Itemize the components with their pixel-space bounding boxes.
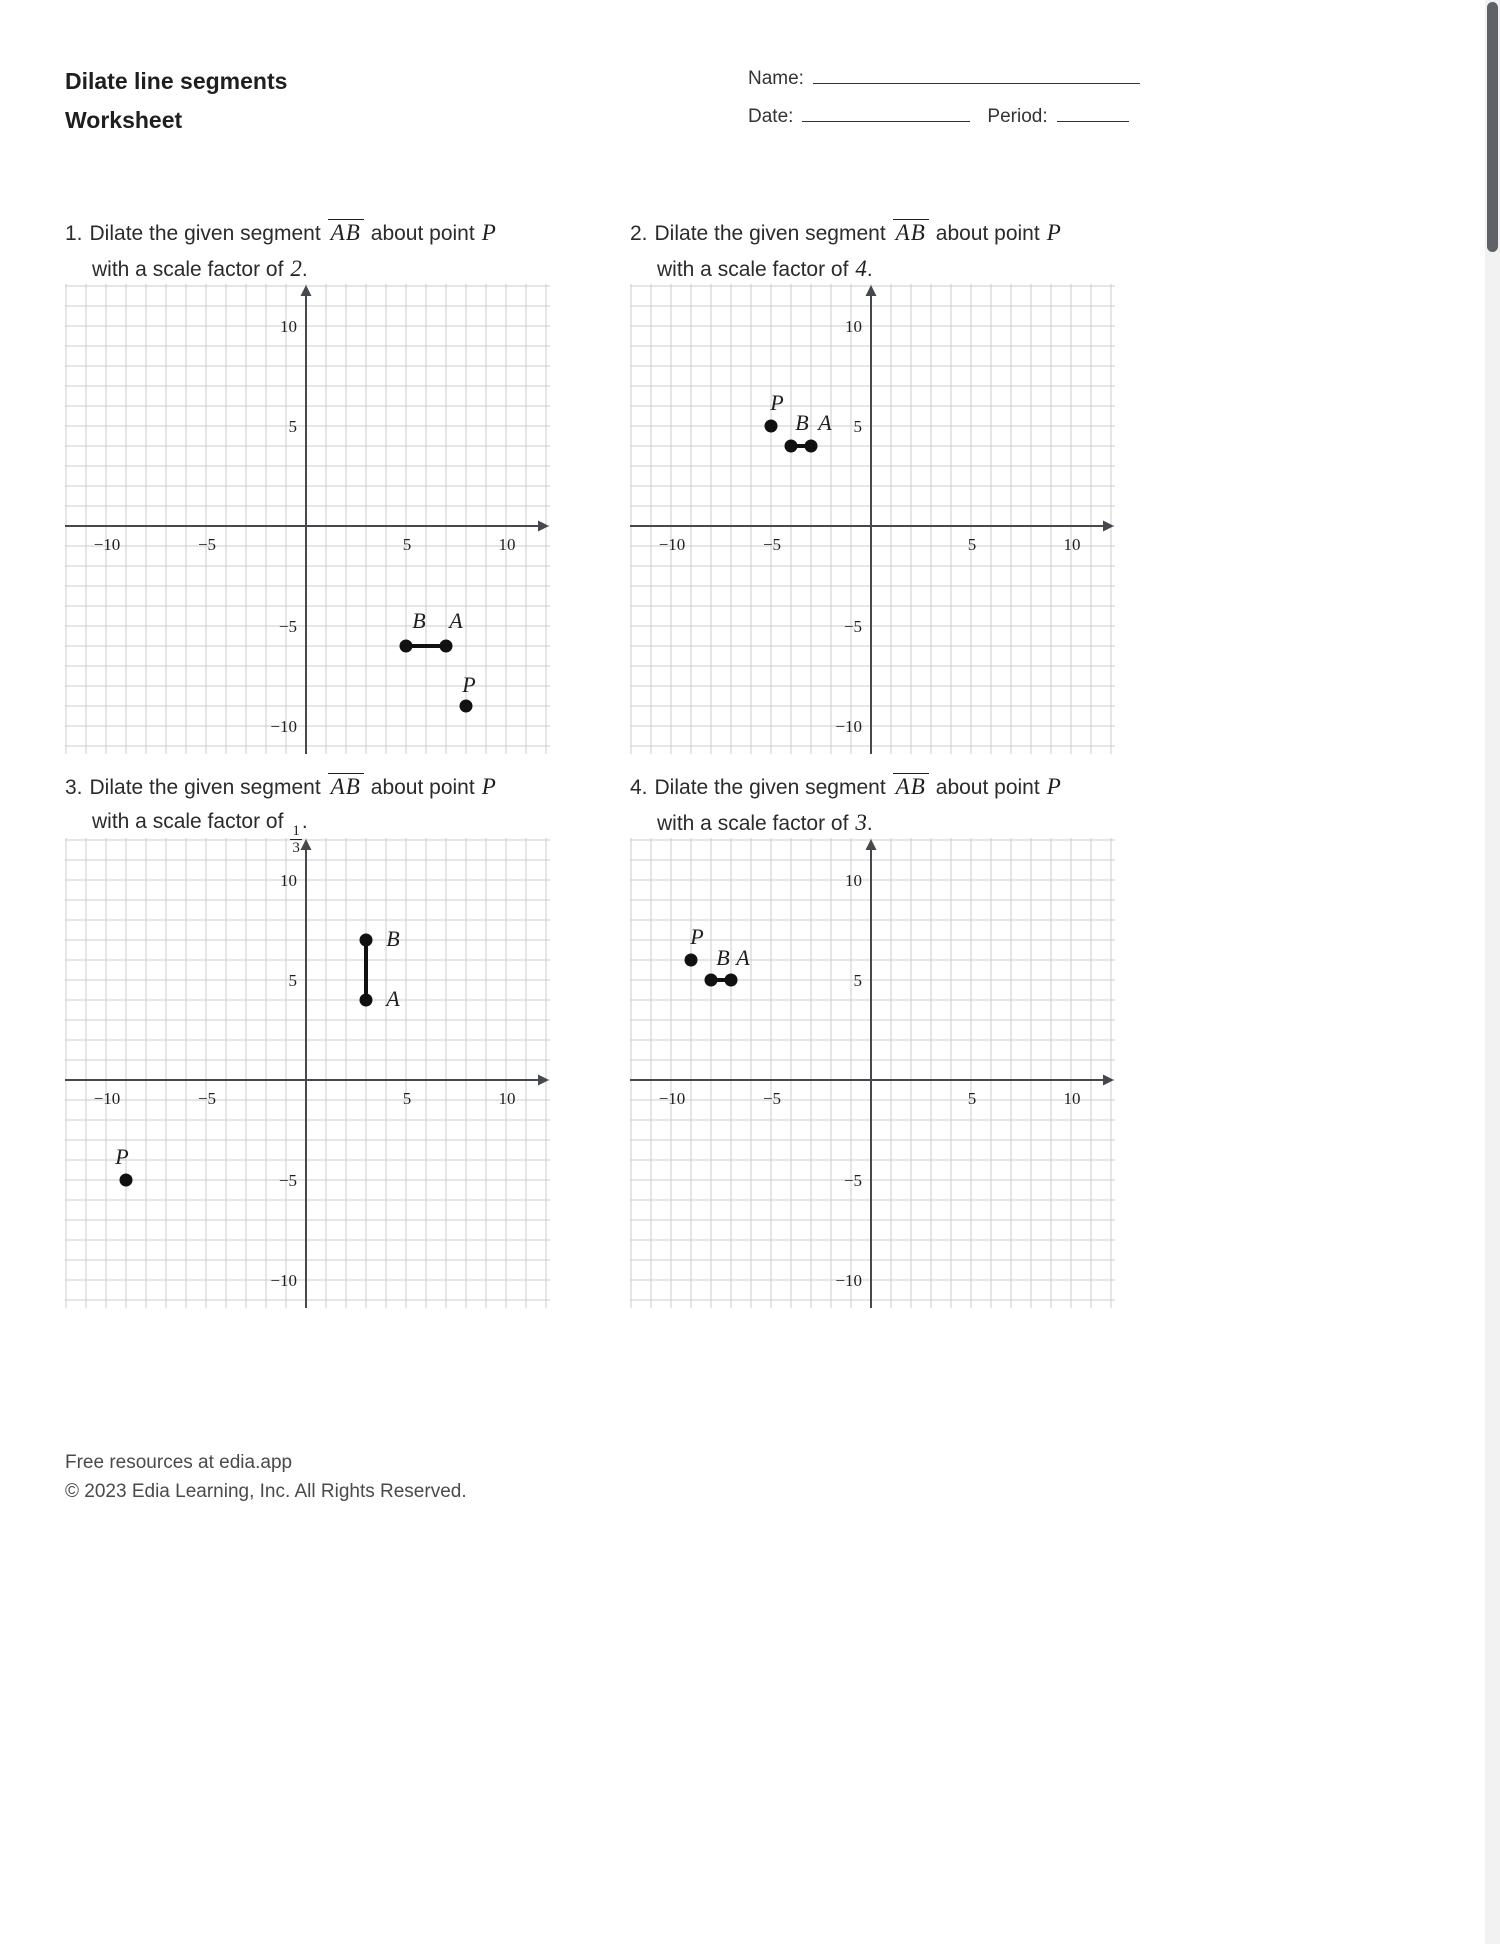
y-tick-label: 10 [845,871,862,890]
y-tick-label: −5 [843,1171,862,1190]
y-axis-arrow-icon [866,285,877,296]
x-tick-label: 10 [1063,1089,1081,1108]
y-tick-label: −5 [278,617,297,636]
coordinate-grid [65,284,550,754]
problem-2-heading [630,216,1115,281]
point-label-B: B [795,410,809,435]
problem-4 [630,770,1115,1308]
y-tick-label: −10 [270,717,297,736]
page-footer [65,1448,467,1507]
scale-value: 2 [290,255,302,281]
y-tick-label: −5 [843,617,862,636]
y-tick-label: 10 [845,317,862,336]
y-axis-arrow-icon [866,839,877,850]
problem-1-graph [65,284,550,754]
problem-text: about point [370,222,475,245]
period-mark: . [866,811,873,835]
y-tick-label: −5 [278,1171,297,1190]
fraction-numerator: 1 [292,822,300,839]
point-P [765,420,778,433]
point-symbol: P [481,774,496,799]
period-mark: . [301,257,308,281]
point-label-A: A [736,945,750,970]
worksheet-title: Dilate line segments [65,68,288,94]
point-P [120,1174,133,1187]
problem-text: about point [370,776,475,799]
problem-text: Dilate the given segment [654,776,886,799]
point-A [360,994,373,1007]
y-tick-label: −10 [835,717,862,736]
problem-1 [65,216,550,754]
point-label-P: P [462,672,476,697]
x-tick-label: 5 [402,1089,412,1108]
point-A [440,640,453,653]
period-blank-line [1057,106,1129,122]
problems-grid [65,216,1115,1308]
y-axis-arrow-icon [301,839,312,850]
student-fields [748,68,1140,144]
point-B [360,934,373,947]
name-field-row [748,68,1140,90]
problem-text: with a scale factor of [92,809,284,833]
scrollbar-track[interactable] [1485,0,1500,1944]
point-label-P: P [770,390,784,415]
y-tick-label: 5 [288,417,297,436]
footer-resources-text: Free resources at edia.app [65,1452,293,1473]
worksheet-header [65,66,1165,134]
point-symbol: P [1046,774,1061,799]
date-blank-line [802,106,970,122]
problem-text: with a scale factor of [92,257,284,281]
point-P [460,700,473,713]
point-label-B: B [386,926,400,951]
problem-number: 2. [630,222,648,245]
name-label: Name: [748,68,804,89]
x-axis-arrow-icon [1103,1075,1114,1086]
x-tick-label: −5 [197,535,217,554]
problem-3 [65,770,550,1308]
y-tick-label: 5 [853,417,862,436]
period-mark: . [866,257,873,281]
x-tick-label: −5 [762,1089,782,1108]
point-label-P: P [690,924,704,949]
point-label-A: A [818,410,832,435]
y-tick-label: −10 [835,1271,862,1290]
scale-fraction [290,823,302,858]
problem-4-graph [630,838,1115,1308]
period-mark: . [301,809,308,833]
worksheet-subtitle: Worksheet [65,107,183,134]
problem-text: about point [935,222,1040,245]
segment-symbol: AB [893,219,929,246]
point-B [400,640,413,653]
date-label: Date: [748,106,794,127]
problem-1-heading [65,216,550,281]
problem-text: Dilate the given segment [89,776,321,799]
footer-copyright-text: © 2023 Edia Learning, Inc. All Rights Reserved. [65,1481,467,1503]
point-A [805,440,818,453]
x-tick-label: −5 [762,535,782,554]
date-period-field-row [748,106,1140,128]
y-tick-label: 5 [288,971,297,990]
problem-text: Dilate the given segment [89,222,321,245]
x-tick-label: −10 [658,535,686,554]
period-label: Period: [987,106,1048,127]
y-axis-arrow-icon [301,285,312,296]
y-tick-label: 10 [280,871,297,890]
problem-3-heading [65,770,550,857]
problem-number: 3. [65,776,83,799]
segment-symbol: AB [893,773,929,800]
segment-symbol: AB [328,773,364,800]
x-tick-label: 10 [498,1089,516,1108]
x-tick-label: 10 [1063,535,1081,554]
x-axis-arrow-icon [538,521,549,532]
x-tick-label: −10 [658,1089,686,1108]
problem-text: with a scale factor of [657,811,849,835]
point-label-B: B [412,608,426,633]
x-tick-label: −10 [93,1089,121,1108]
point-symbol: P [481,220,496,245]
problem-text: Dilate the given segment [654,222,886,245]
point-A [725,974,738,987]
problem-text: with a scale factor of [657,257,849,281]
problem-2 [630,216,1115,754]
x-axis-arrow-icon [538,1075,549,1086]
problem-number: 1. [65,222,83,245]
y-tick-label: −10 [270,1271,297,1290]
x-tick-label: 10 [498,535,516,554]
point-symbol: P [1046,220,1061,245]
y-tick-label: 5 [853,971,862,990]
point-label-A: A [386,986,400,1011]
x-axis-arrow-icon [1103,521,1114,532]
y-tick-label: 10 [280,317,297,336]
problem-text: about point [935,776,1040,799]
name-blank-line [813,68,1140,84]
point-P [685,954,698,967]
point-B [785,440,798,453]
point-B [705,974,718,987]
coordinate-grid [630,838,1115,1308]
point-label-P: P [115,1144,129,1169]
fraction-denominator: 3 [292,840,300,857]
x-tick-label: 5 [967,535,977,554]
segment-symbol: AB [328,219,364,246]
scale-value: 4 [855,255,867,281]
coordinate-grid [630,284,1115,754]
scrollbar-thumb[interactable] [1487,2,1498,252]
x-tick-label: 5 [967,1089,977,1108]
x-tick-label: −10 [93,535,121,554]
problem-number: 4. [630,776,648,799]
x-tick-label: 5 [402,535,412,554]
point-label-B: B [716,945,730,970]
scale-value: 3 [855,809,867,835]
problem-3-graph [65,838,550,1308]
coordinate-grid [65,838,550,1308]
problem-4-heading [630,770,1115,835]
point-label-A: A [449,608,463,633]
x-tick-label: −5 [197,1089,217,1108]
problem-2-graph [630,284,1115,754]
